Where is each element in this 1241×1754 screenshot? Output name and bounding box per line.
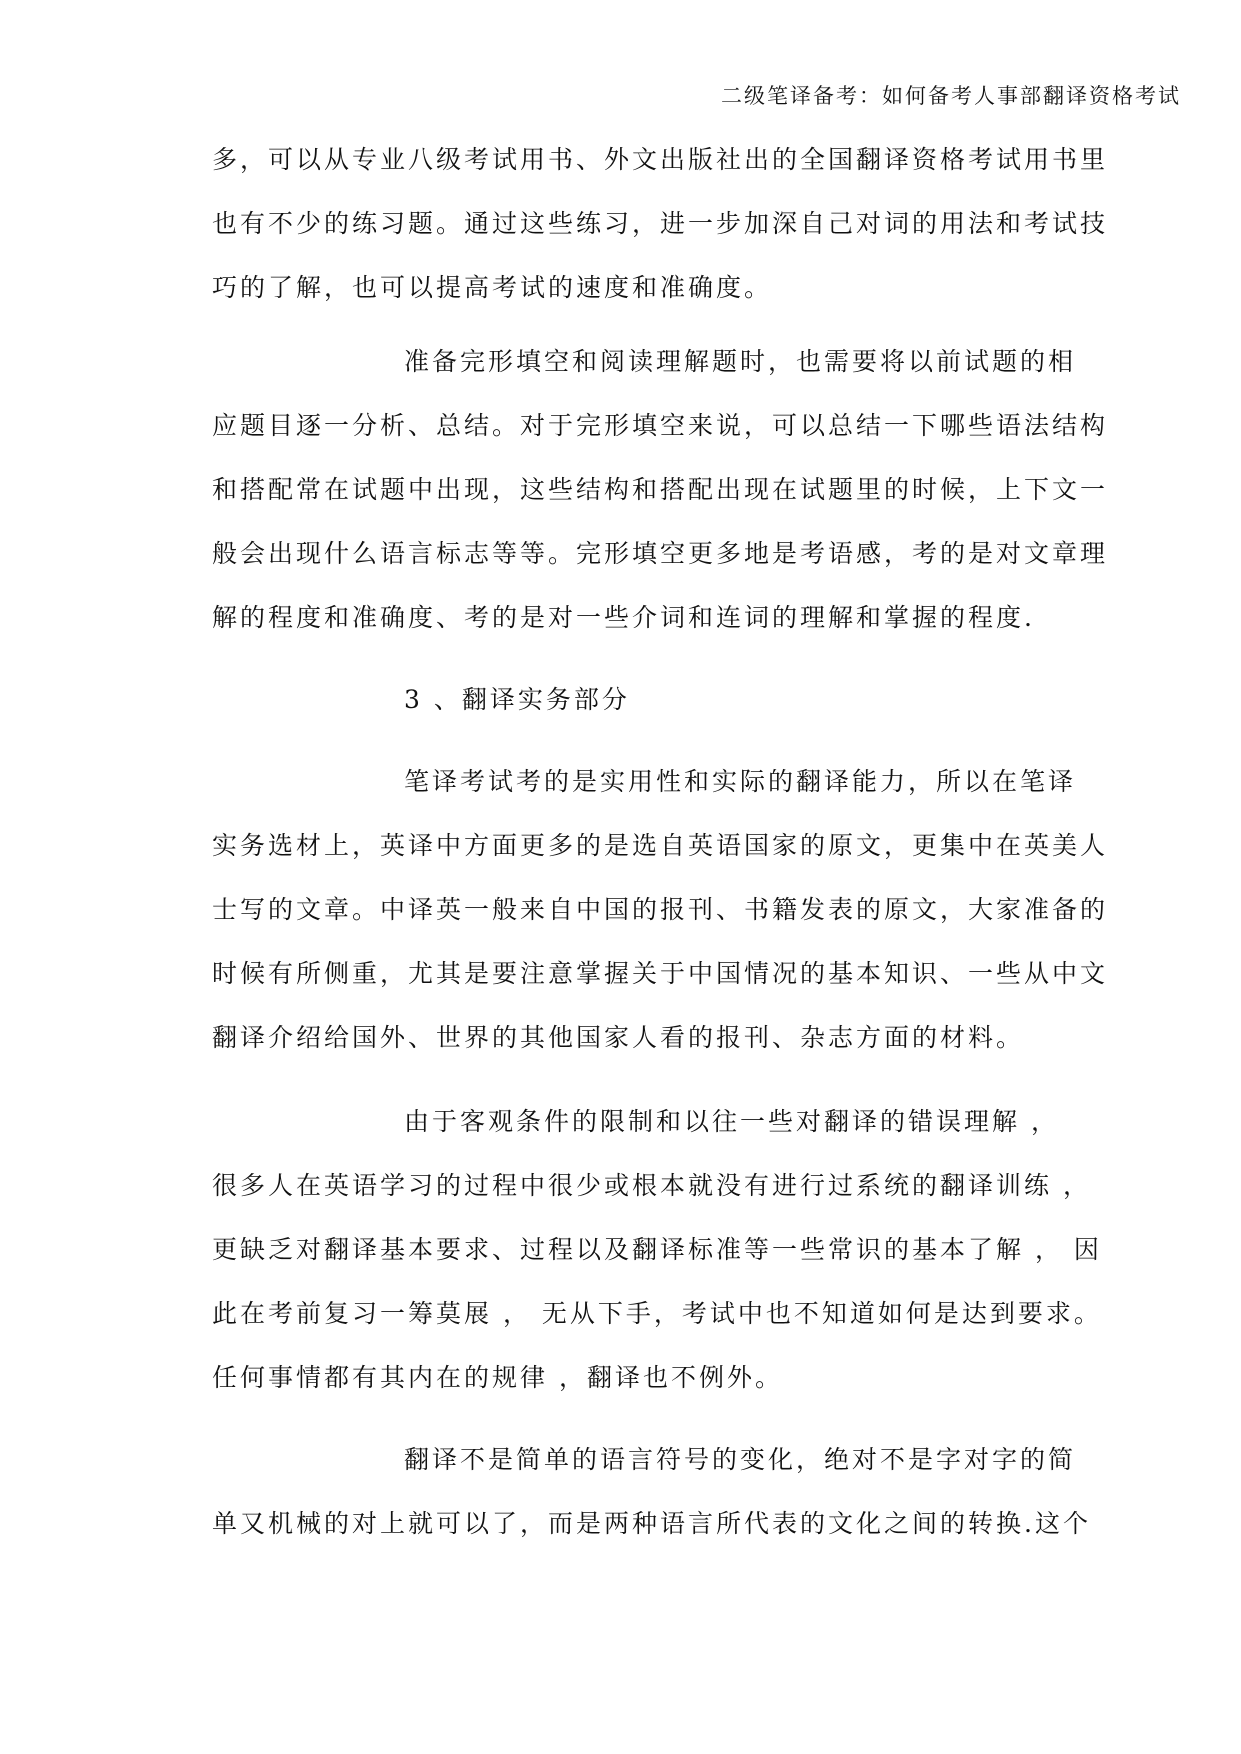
paragraph-line: 单又机械的对上就可以了，而是两种语言所代表的文化之间的转换.这个 (212, 1509, 1091, 1538)
paragraph-line: 实务选材上，英译中方面更多的是选自英语国家的原文，更集中在英美人 (212, 831, 1109, 860)
page-header-title: 二级笔译备考：如何备考人事部翻译资格考试 (721, 84, 1181, 108)
paragraph-line: 翻译不是简单的语言符号的变化，绝对不是字对字的简 (404, 1445, 1077, 1474)
paragraph-line: 般会出现什么语言标志等等。完形填空更多地是考语感，考的是对文章理 (212, 539, 1109, 568)
paragraph-line: 任何事情都有其内在的规律 ，翻译也不例外。 (212, 1363, 783, 1392)
paragraph-line: 解的程度和准确度、考的是对一些介词和连词的理解和掌握的程度. (212, 603, 1035, 632)
section-heading: 3 、翻译实务部分 (404, 685, 630, 714)
paragraph-line: 和搭配常在试题中出现，这些结构和搭配出现在试题里的时候，上下文一 (212, 475, 1109, 504)
paragraph-line: 由于客观条件的限制和以往一些对翻译的错误理解 ， (404, 1107, 1059, 1136)
paragraph-line: 更缺乏对翻译基本要求、过程以及翻译标准等一些常识的基本了解 ， 因 (212, 1235, 1102, 1264)
paragraph-line: 多，可以从专业八级考试用书、外文出版社出的全国翻译资格考试用书里 (212, 145, 1109, 174)
paragraph-line: 笔译考试考的是实用性和实际的翻译能力，所以在笔译 (404, 767, 1077, 796)
paragraph-line: 时候有所侧重，尤其是要注意掌握关于中国情况的基本知识、一些从中文 (212, 959, 1109, 988)
paragraph-line: 准备完形填空和阅读理解题时，也需要将以前试题的相 (404, 347, 1077, 376)
paragraph-line: 巧的了解，也可以提高考试的速度和准确度。 (212, 273, 773, 302)
paragraph-line: 很多人在英语学习的过程中很少或根本就没有进行过系统的翻译训练 ， (212, 1171, 1091, 1200)
paragraph-line: 此在考前复习一筹莫展 ， 无从下手，考试中也不知道如何是达到要求。 (212, 1299, 1102, 1328)
paragraph-line: 应题目逐一分析、总结。对于完形填空来说，可以总结一下哪些语法结构 (212, 411, 1109, 440)
paragraph-line: 翻译介绍给国外、世界的其他国家人看的报刊、杂志方面的材料。 (212, 1023, 1025, 1052)
paragraph-line: 士写的文章。中译英一般来自中国的报刊、书籍发表的原文，大家准备的 (212, 895, 1109, 924)
paragraph-line: 也有不少的练习题。通过这些练习，进一步加深自己对词的用法和考试技 (212, 209, 1109, 238)
